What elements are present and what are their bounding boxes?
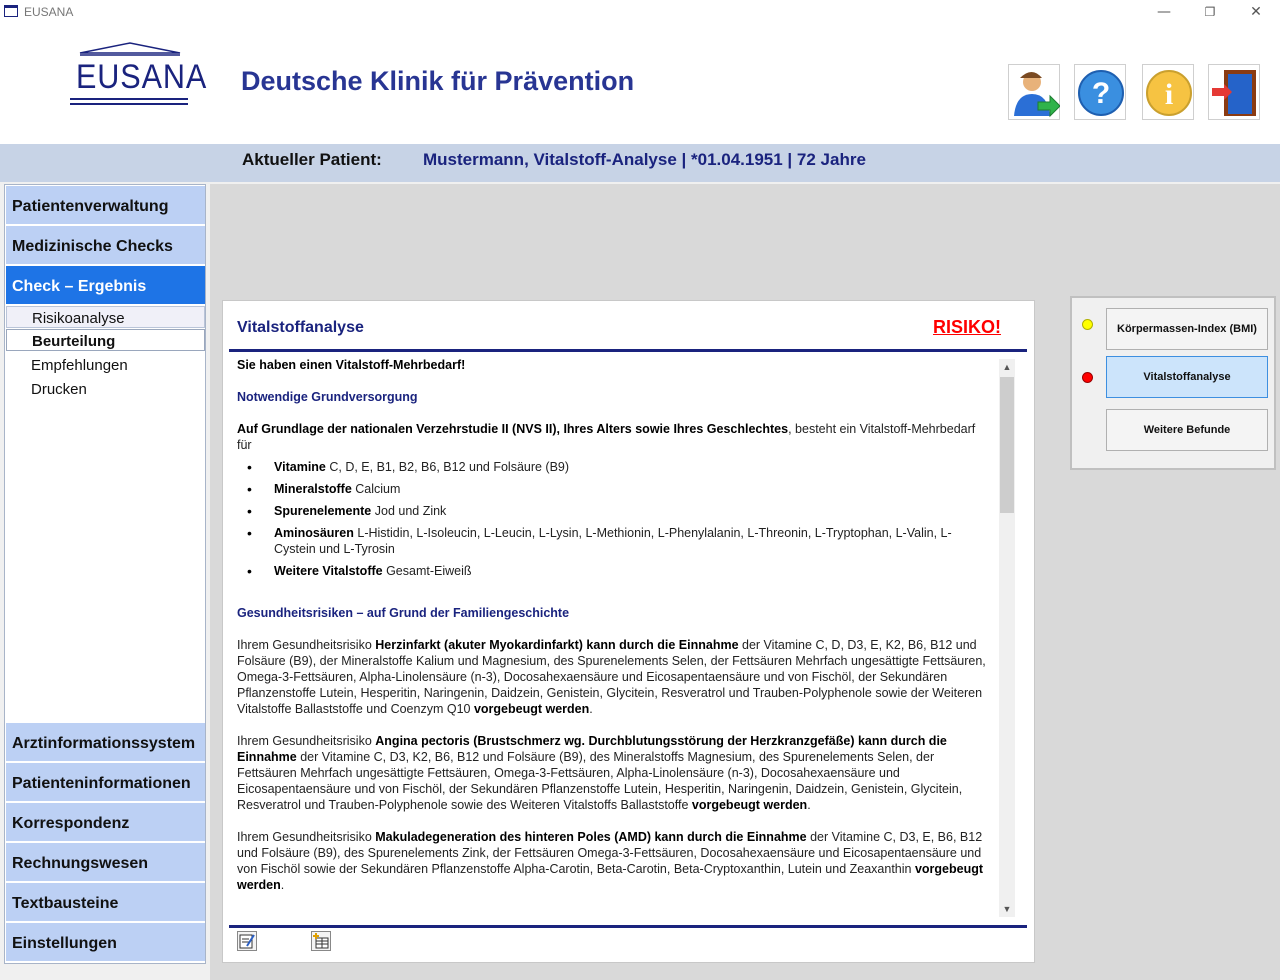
title-bar (0, 0, 1280, 24)
list-item: • Weitere Vitalstoffe Gesamt-Eiweiß (237, 563, 987, 579)
info-icon (1144, 66, 1194, 120)
divider-top (229, 349, 1027, 352)
patient-info: Mustermann, Vitalstoff-Analyse | *01.04.1951 | 72 Jahre (423, 150, 866, 169)
nav-textbausteine[interactable]: Textbausteine (6, 883, 205, 922)
risk-paragraph: Ihrem Gesundheitsrisiko Herzinfarkt (akuter Myokardinfarkt) kann durch die Einnahme der Vitamine C, D, D3, E, K2, B6, B12 und Folsäure (B9), der Mineralstoffe Kalium und Magnesium, des Spurenelements Selen, der Fettsäuren Mehrfach ungesättigte Fettsäuren, Omega-3-Fettsäuren, Alpha-Linolensäure (n-3), Docosahexaensäure und Eicosapentaensäure und von Fischöl, der Sekundären Pflanzenstoffe Lutein, Hesperitin, Naringenin, Daidzein, Genistein, Glycitein, Resveratrol und Trauben-Polyphenole sowie der Weiteren Vitalstoffe Ballaststoffe und Coenzym Q10 vorgebeugt werden. (237, 638, 986, 716)
info-button[interactable] (1142, 64, 1194, 120)
intro-text: Sie haben einen Vitalstoff-Mehrbedarf! (237, 358, 466, 372)
subnav-risikoanalyse[interactable]: Risikoanalyse (6, 306, 205, 328)
minimize-button[interactable]: — (1157, 4, 1171, 20)
patient-switch-button[interactable] (1008, 64, 1060, 120)
subnav-drucken[interactable]: Drucken (31, 381, 87, 398)
clinic-title: Deutsche Klinik für Prävention (241, 66, 635, 96)
report-text (237, 357, 987, 919)
vitalstoffanalyse-button[interactable]: Vitalstoffanalyse (1106, 356, 1268, 398)
nav-patienteninformationen[interactable]: Patienteninformationen (6, 763, 205, 802)
risk-paragraph: Ihrem Gesundheitsrisiko Makuladegeneration des hinteren Poles (AMD) kann durch die Einnahme der Vitamine C, D3, E, B6, B12 und Folsäure (B9), des Spurenelements Zink, der Fettsäuren Omega-3-Fettsäuren, Docosahexaensäure und Eicosapentaensäure und von Fischöl sowie der Sekundären Pflanzenstoffe Alpha-Carotin, Beta-Carotin, Beta-Cryptoxanthin, Lutein und Zeaxanthin vorgebeugt werden. (237, 830, 984, 892)
list-item: • Spurenelemente Jod und Zink (237, 503, 987, 519)
help-button[interactable] (1074, 64, 1126, 120)
nav-medizinische-checks[interactable]: Medizinische Checks (6, 226, 205, 265)
result-panel (222, 300, 1035, 963)
patient-switch-icon (1010, 66, 1060, 120)
logo-roof-icon (78, 42, 182, 56)
list-item: • Mineralstoffe Calcium (237, 481, 987, 497)
subnav-beurteilung[interactable]: Beurteilung (6, 329, 205, 351)
scroll-up-icon[interactable]: ▲ (1002, 362, 1012, 372)
app-header (0, 24, 1280, 144)
nav-arztinformationssystem[interactable]: Arztinformationssystem (6, 723, 205, 762)
panel-title: Vitalstoffanalyse (237, 319, 364, 336)
section-heading-familiengeschichte: Gesundheitsrisiken – auf Grund der Familiengeschichte (237, 606, 570, 620)
nav-einstellungen[interactable]: Einstellungen (6, 923, 205, 962)
eusana-logo (70, 42, 208, 108)
add-textblock-button[interactable] (311, 931, 331, 951)
scroll-down-icon[interactable]: ▼ (1002, 904, 1012, 914)
status-dot-red (1082, 372, 1093, 383)
findings-panel (1070, 296, 1276, 470)
svg-text:?: ? (1091, 77, 1111, 110)
app-icon (4, 5, 18, 17)
subnav-empfehlungen[interactable]: Empfehlungen (31, 357, 128, 374)
divider-bottom (229, 925, 1027, 928)
nav-check-ergebnis[interactable]: Check – Ergebnis (6, 266, 205, 305)
risk-paragraph: Ihrem Gesundheitsrisiko Angina pectoris (Brustschmerz wg. Durchblutungsstörung der Herzkranzgefäße) kann durch die Einnahme der Vitamine C, D3, K2, B6, B12 und Folsäure (B9), des Mineralstoffs Magnesium, des Spurenelements Selen, der Fettsäuren Mehrfach ungesättigte Fettsäuren, Omega-3-Fettsäuren, Alpha-Linolensäure (n-3), Docosahexaensäure und Eicosapentaensäure und von Fischöl, der Sekundären Pflanzenstoffe Lutein, Hesperitin, Naringenin, Daidzein, Genistein, Glycitein, Resveratrol und Trauben-Polyphenole sowie des Weiteren Vitalstoffs Ballaststoffe vorgebeugt werden. (237, 734, 963, 812)
help-icon (1076, 66, 1126, 120)
close-button[interactable]: ✕ (1250, 4, 1262, 20)
needs-list (237, 459, 987, 579)
sidebar (4, 184, 206, 964)
add-table-icon (312, 932, 330, 950)
patient-label: Aktueller Patient: (242, 150, 382, 169)
window-title: EUSANA (24, 5, 74, 19)
nav-patientenverwaltung[interactable]: Patientenverwaltung (6, 186, 205, 225)
svg-text:i: i (1164, 78, 1174, 111)
edit-note-icon (238, 932, 256, 950)
patient-bar (0, 144, 1280, 182)
list-item: • Aminosäuren L-Histidin, L-Isoleucin, L-Leucin, L-Lysin, L-Methionin, L-Phenylalanin, L-Threonin, L-Tryptophan, L-Valin, L-Cystein und L-Tyrosin (237, 525, 987, 557)
status-dot-yellow (1082, 319, 1093, 330)
basis-paragraph: Auf Grundlage der nationalen Verzehrstudie II (NVS II), Ihres Alters sowie Ihres Geschlechtes, besteht ein Vitalstoff-Mehrbedarf für (237, 422, 976, 452)
logo-text: EUSANA (76, 58, 208, 96)
weitere-befunde-button[interactable]: Weitere Befunde (1106, 409, 1268, 451)
scroll-thumb[interactable] (1000, 377, 1014, 513)
exit-door-icon (1210, 66, 1260, 120)
edit-note-button[interactable] (237, 931, 257, 951)
exit-button[interactable] (1208, 64, 1260, 120)
restore-button[interactable]: ❐ (1204, 5, 1216, 19)
nav-rechnungswesen[interactable]: Rechnungswesen (6, 843, 205, 882)
risk-badge[interactable]: RISIKO! (932, 317, 1001, 337)
section-heading-grundversorgung: Notwendige Grundversorgung (237, 390, 418, 404)
list-item: • Vitamine C, D, E, B1, B2, B6, B12 und Folsäure (B9) (237, 459, 987, 475)
vertical-scrollbar[interactable] (999, 359, 1015, 917)
bmi-button[interactable]: Körpermassen-Index (BMI) (1106, 308, 1268, 350)
nav-korrespondenz[interactable]: Korrespondenz (6, 803, 205, 842)
